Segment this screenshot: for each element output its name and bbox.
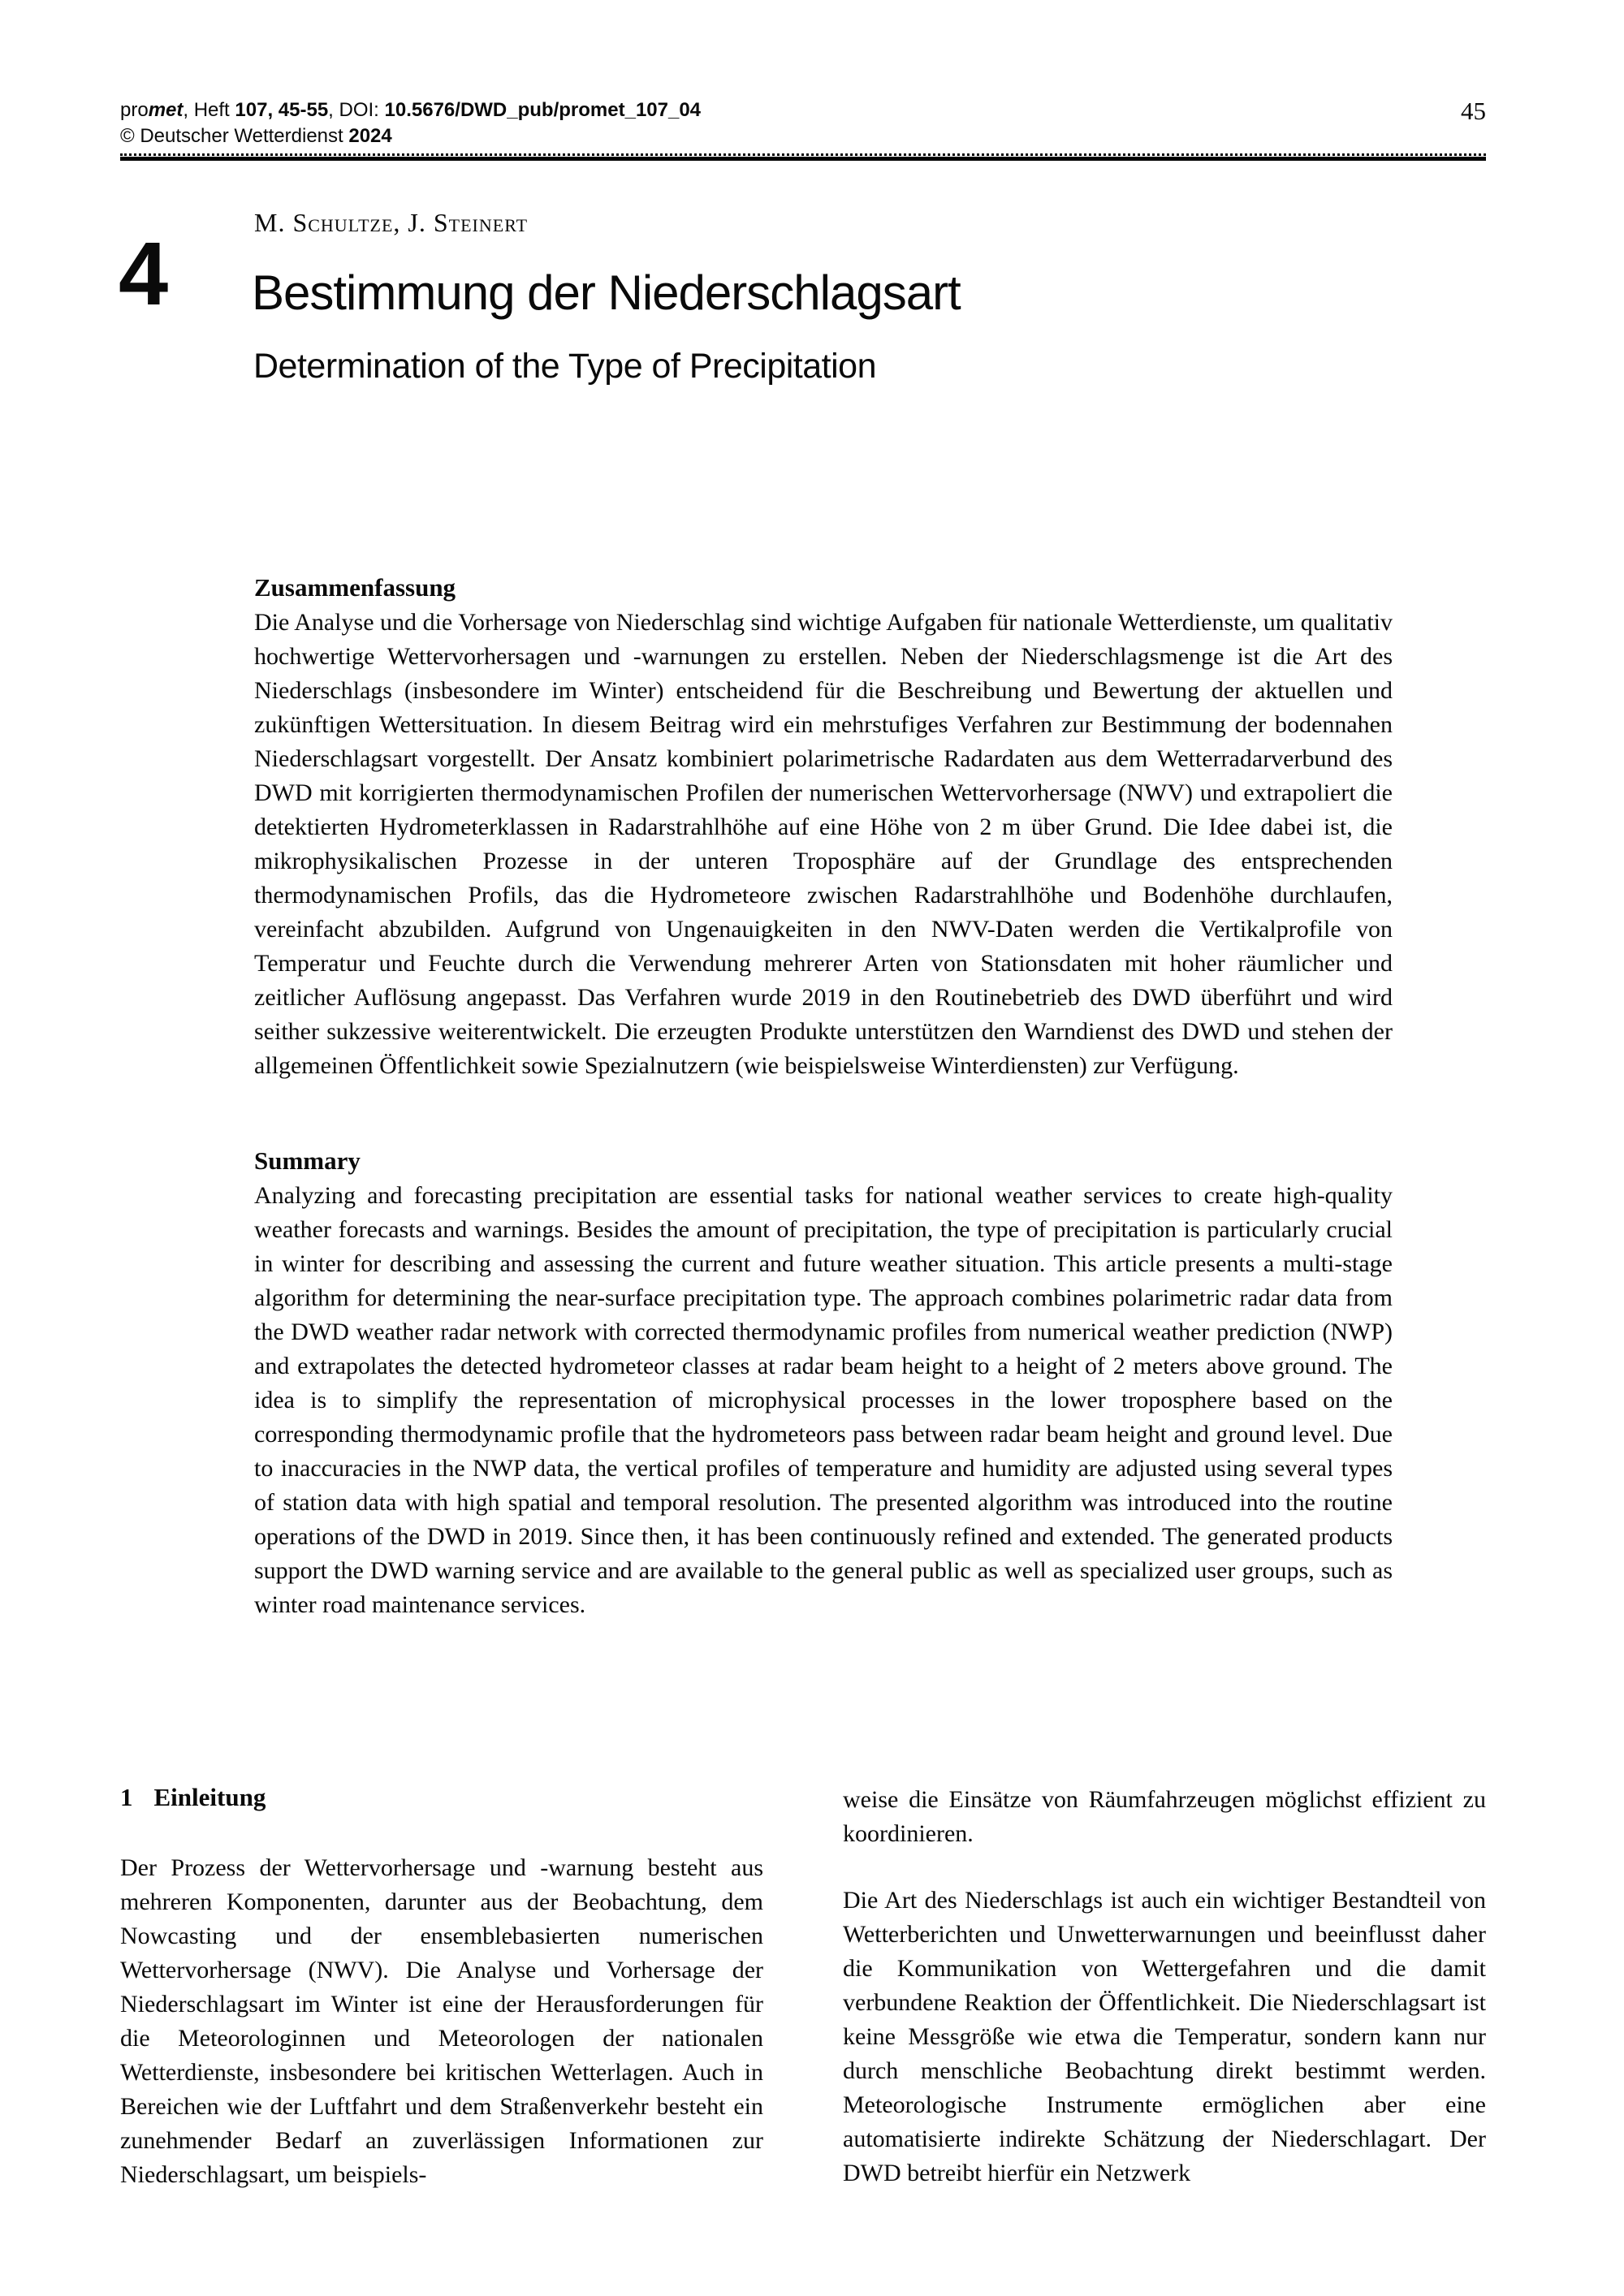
header-text-segment: 2024	[348, 125, 392, 147]
header-text-segment: , Heft	[183, 99, 235, 121]
abstract-heading-german: Zusammenfassung	[254, 573, 456, 602]
abstract-body-german: Die Analyse und die Vorhersage von Niederschlag sind wichtige Aufgaben für nationale Wetterdienste, um qualitativ hochwertige Wettervorhersagen und -warnungen zu erstellen. Neben der Niederschlagsmenge ist die Art des Niederschlags (insbesondere im Winter) entscheidend für die Beschreibung und Bewertung der aktuellen und zukünftigen Wettersituation. In diesem Beitrag wird ein mehrstufiges Verfahren zur Bestimmung der bodennahen Niederschlagsart vorgestellt. Der Ansatz kombiniert polarimetrische Radardaten aus dem Wetterradarverbund des DWD mit korrigierten thermodynamischen Profilen der numerischen Wettervorhersage (NWV) und extrapoliert die detektierten Hydrometerklassen in Radarstrahlhöhe auf eine Höhe von 2 m über Grund. Die Idee dabei ist, die mikrophysikalischen Prozesse in der unteren Troposphäre auf der Grundlage des entsprechenden thermodynamischen Profils, das die Hydrometeore zwischen Radarstrahlhöhe und Bodenhöhe durchlaufen, vereinfacht abzubilden. Aufgrund von Ungenauigkeiten in den NWV-Daten werden die Vertikalprofile von Temperatur und Feuchte durch die Verwendung mehrerer Arten von Stationsdaten mit hoher räumlicher und zeitlicher Auflösung angepasst. Das Verfahren wurde 2019 in den Routinebetrieb des DWD überführt und wird seither sukzessive weiterentwickelt. Die erzeugten Produkte unterstützen den Warndienst des DWD und stehen der allgemeinen Öffentlichkeit sowie Spezialnutzern (wie beispielsweise Winterdiensten) zur Verfügung.	[254, 609, 1393, 1079]
body-column-left	[120, 1851, 763, 2192]
abstract-heading-english: Summary	[254, 1146, 361, 1175]
authors: M. Schultze, J. Steinert	[254, 208, 529, 237]
journal-header-line	[120, 99, 701, 122]
section-number: 1	[120, 1783, 133, 1811]
header-text-segment: pro	[120, 99, 149, 121]
header-text-segment: 107, 45-55	[235, 99, 329, 121]
header-rule-dotted-line	[120, 153, 1486, 156]
paragraph: Der Prozess der Wettervorhersage und -warnung besteht aus mehreren Komponenten, darunter aus der Beobachtung, dem Nowcasting und der ensemblebasierten numerischen Wettervorhersage (NWV). Die Analyse und Vorhersage der Niederschlagsart im Winter ist eine der Herausforderungen für die Meteorologinnen und Meteorologen der nationalen Wetterdienste, insbesondere bei kritischen Wetterlagen. Auch in Bereichen wie der Luftfahrt und dem Straßenverkehr besteht ein zunehmender Bedarf an zuverlässigen Informationen zur Niederschlagsart, um beispiels-	[120, 1854, 763, 2188]
header-text-segment: © Deutscher Wetterdienst	[120, 125, 349, 147]
header-text-segment: met	[148, 99, 184, 121]
copyright-line	[120, 125, 392, 148]
header-text-segment: 10.5676/DWD_pub/promet_107_04	[384, 99, 702, 121]
article-title-english: Determination of the Type of Precipitation	[253, 347, 876, 386]
header-rule	[120, 153, 1486, 161]
paragraph: Die Art des Niederschlags ist auch ein wichtiger Bestandteil von Wetterberichten und Unwetterwarnungen und beeinflusst daher die Kommunikation von Wettergefahren und die damit verbundene Reaktion der Öffentlichkeit. Die Niederschlagsart ist keine Messgröße wie etwa die Temperatur, sondern kann nur durch menschliche Beobachtung direkt bestimmt werden. Meteorologische Instrumente ermöglichen aber eine automatisierte indirekte Schätzung der Niederschlagart. Der DWD betreibt hierfür ein Netzwerk	[843, 1887, 1486, 2186]
article-title-german: Bestimmung der Niederschlagsart	[252, 265, 961, 320]
header-text-segment: , DOI:	[328, 99, 385, 121]
abstract-body-english: Analyzing and forecasting precipitation are essential tasks for national weather services to create high-quality weather forecasts and warnings. Besides the amount of precipitation, the type of precipitation is particularly crucial in winter for describing and assessing the current and future weather situation. This article presents a multi-stage algorithm for determining the near-surface precipitation type. The approach combines polarimetric radar data from the DWD weather radar network with corrected thermodynamic profiles from numerical weather prediction (NWP) and extrapolates the detected hydrometeor classes at radar beam height to a height of 2 meters above ground. The idea is to simplify the representation of microphysical processes in the lower troposphere based on the corresponding thermodynamic profile that the hydrometeors pass between radar beam height and ground level. Due to inaccuracies in the NWP data, the vertical profiles of temperature and humidity are adjusted using several types of station data with high spatial and temporal resolution. The presented algorithm was introduced into the routine operations of the DWD in 2019. Since then, it has been continuously refined and extended. The generated products support the DWD warning service and are available to the general public as well as specialized user groups, such as winter road maintenance services.	[254, 1182, 1393, 1618]
page-number: 45	[1461, 97, 1486, 125]
chapter-number: 4	[119, 224, 167, 324]
body-column-right	[843, 1783, 1486, 2190]
header-rule-solid-line	[120, 157, 1486, 161]
paragraph: weise die Einsätze von Räumfahrzeugen möglichst effizient zu koordinieren.	[843, 1786, 1486, 1847]
section-label: Einleitung	[153, 1783, 266, 1811]
section-heading-einleitung	[120, 1781, 266, 1814]
